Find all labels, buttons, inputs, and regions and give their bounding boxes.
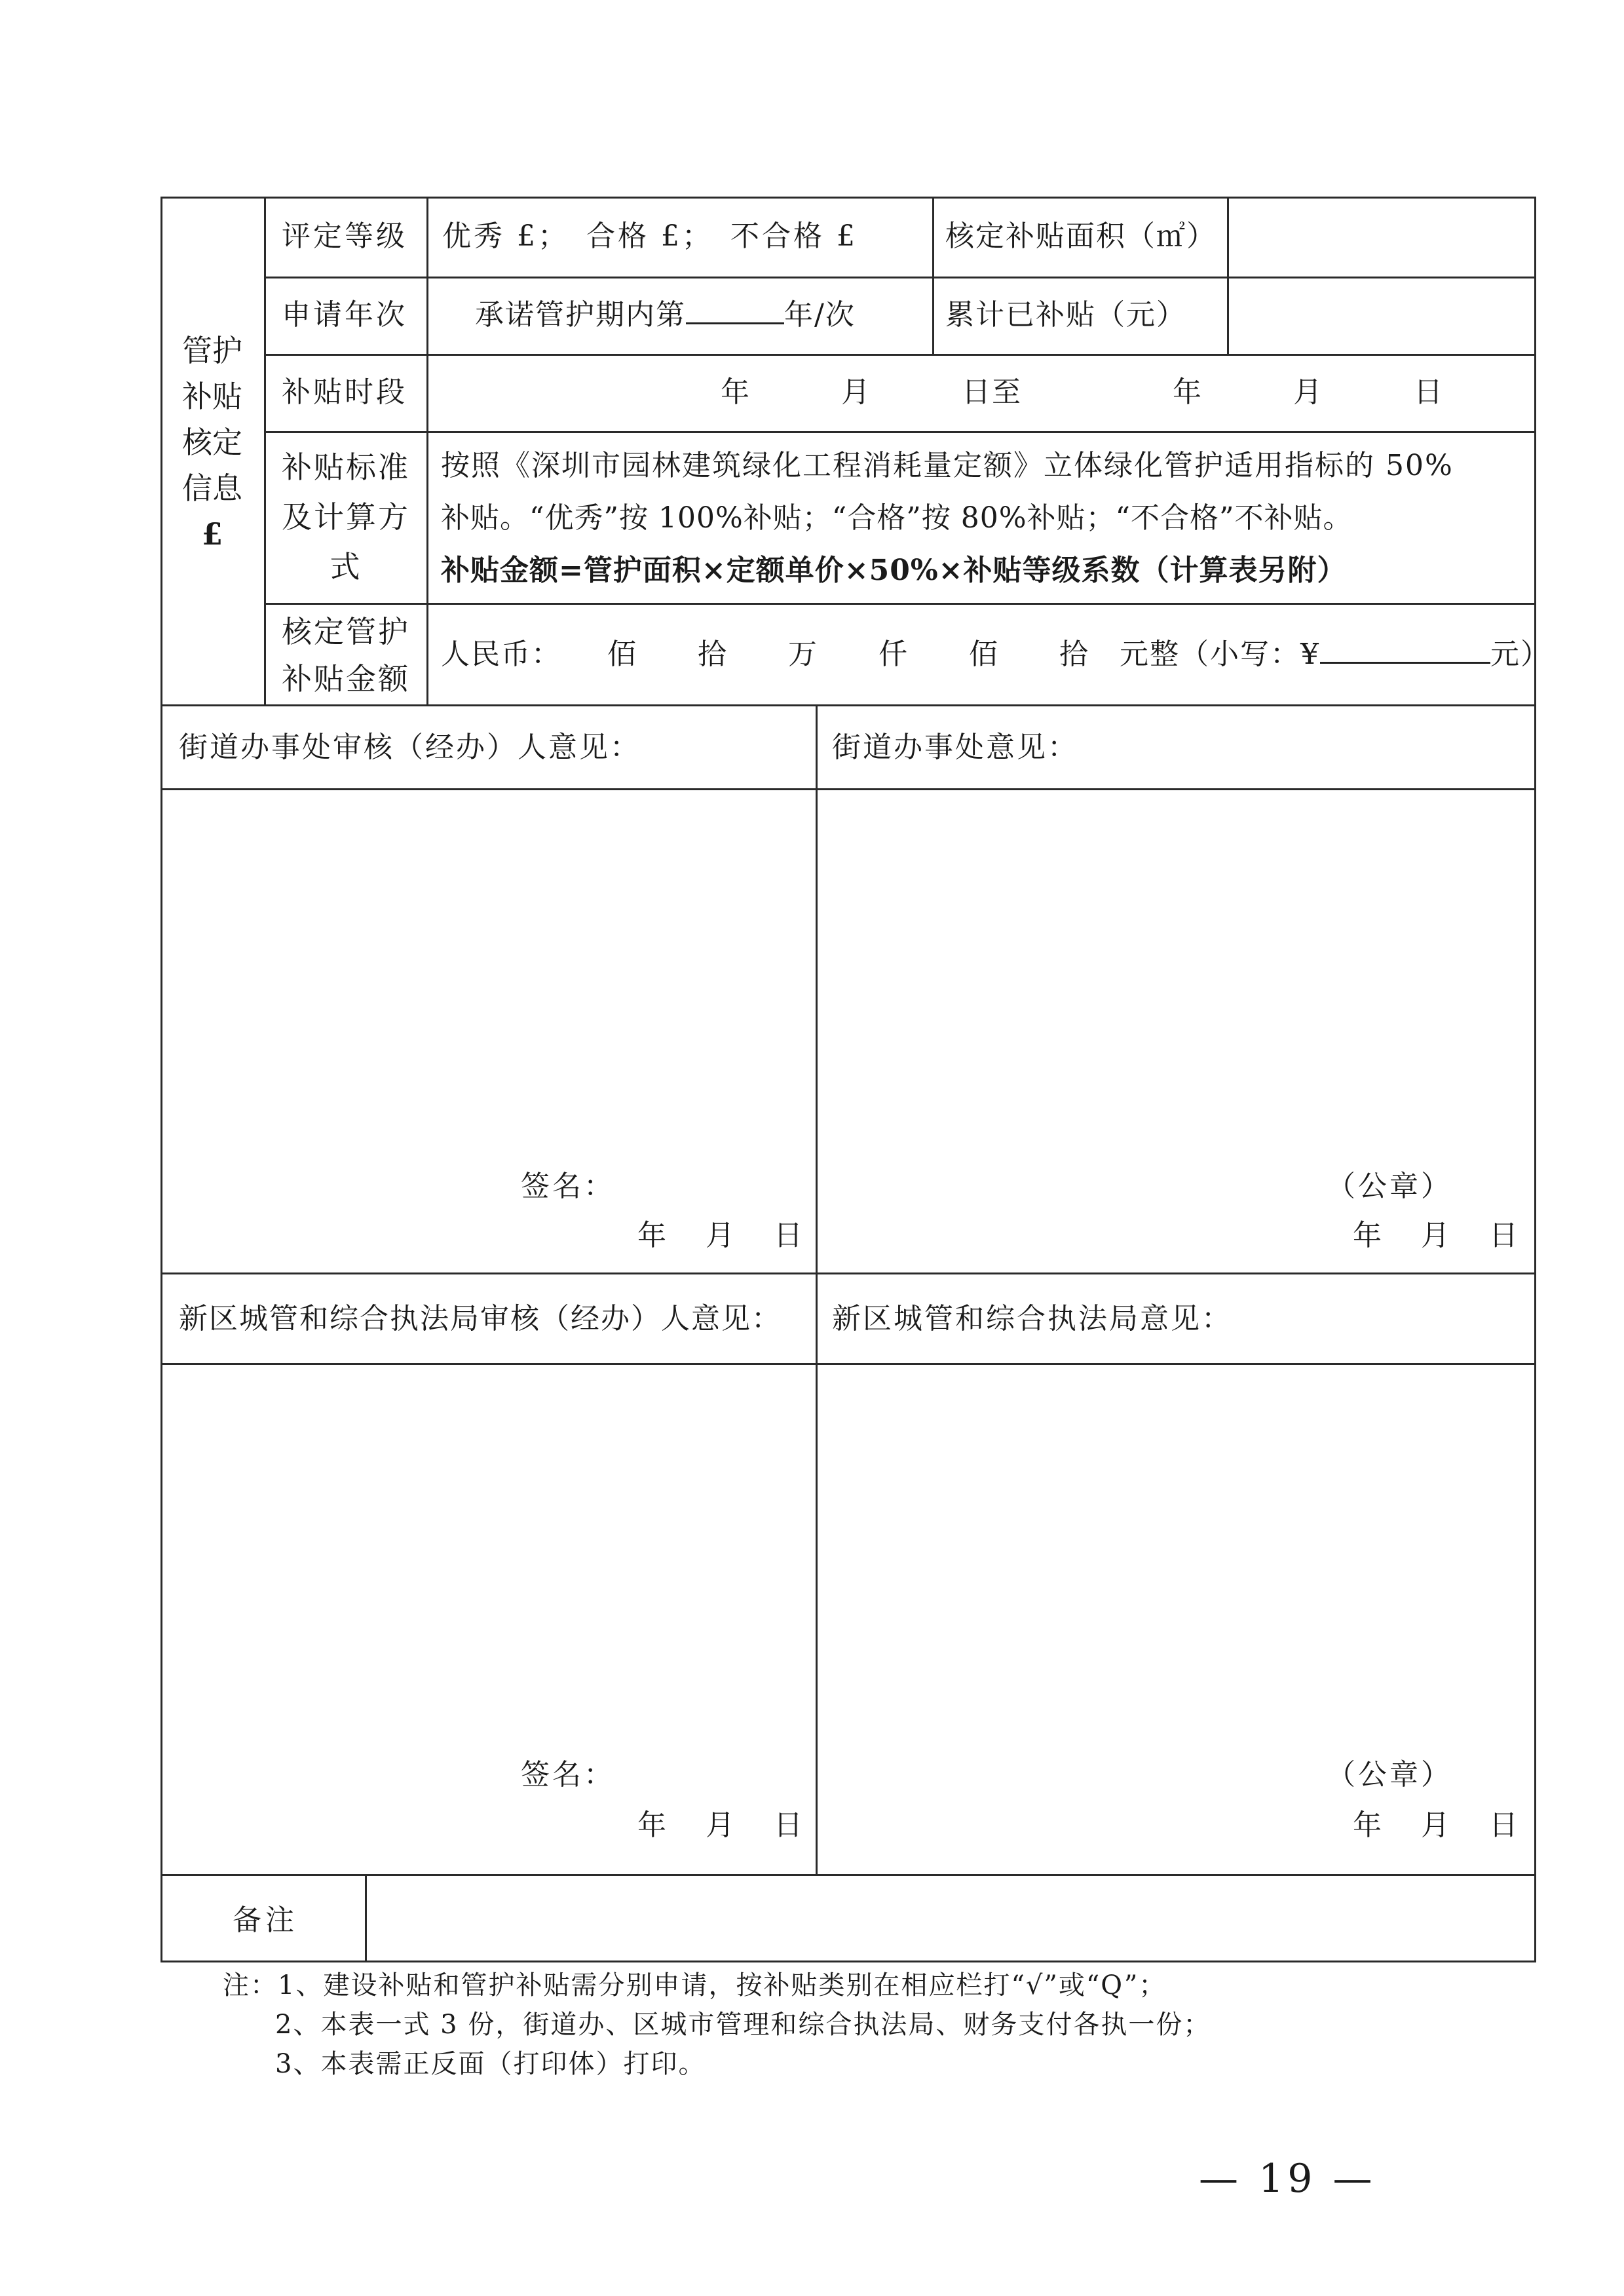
period-text[interactable]: 年 月 日至 年 月 日 (721, 375, 1444, 409)
district-office-opinion-area[interactable] (818, 1365, 1534, 1771)
standard-label (265, 442, 426, 592)
footnote: 2、本表一式 3 份，街道办、区城市管理和综合执法局、财务支付各执一份； (275, 2010, 1211, 2040)
footnote: 3、本表需正反面（打印体）打印。 (275, 2049, 706, 2079)
district-sign-label: 签名： (521, 1758, 615, 1791)
cumulative-value-field[interactable] (1241, 295, 1523, 335)
rule (161, 1961, 1536, 1962)
rating-label: 评定等级 (282, 220, 407, 253)
amount-label-line: 补贴金额 (282, 661, 410, 697)
year-commitment (475, 295, 856, 335)
rule (264, 431, 1536, 433)
rule (1534, 197, 1536, 1962)
cumulative-label: 累计已补贴（元） (945, 298, 1186, 332)
street-office-date: 年 月 日 (1353, 1219, 1523, 1252)
standard-label-line: 及计算方 (282, 499, 410, 535)
rule (161, 1874, 1536, 1876)
amount-words: 人民币： 佰 拾 万 仟 佰 拾 元整（小写：¥ (441, 638, 1320, 671)
amount-yuan: 元） (1490, 638, 1551, 671)
district-reviewer-title: 新区城管和综合执法局审核（经办）人意见： (179, 1302, 782, 1335)
rule (365, 1874, 367, 1962)
amount-label-line: 核定管护 (282, 614, 410, 649)
standard-line-1: 按照《深圳市园林建筑绿化工程消耗量定额》立体绿化管护适用指标的 50% (441, 449, 1454, 482)
district-office-date: 年 月 日 (1353, 1808, 1523, 1842)
page-number: — 19 — (1199, 2156, 1376, 2202)
street-office-title: 街道办事处意见： (832, 731, 1078, 764)
rule (264, 354, 1536, 356)
area-label: 核定补贴面积（㎡） (945, 220, 1217, 253)
amount-rmb (441, 634, 1551, 675)
rule (161, 704, 1536, 706)
district-reviewer-date: 年 月 日 (637, 1808, 808, 1842)
street-reviewer-opinion-area[interactable] (162, 790, 816, 1183)
year-blank[interactable] (686, 296, 784, 324)
rule (932, 197, 934, 354)
footnote: 注：1、建设补贴和管护补贴需分别申请，按补贴类别在相应栏打“√”或“Q”； (223, 1970, 1167, 2000)
rule (264, 603, 1536, 605)
street-reviewer-date: 年 月 日 (637, 1219, 808, 1252)
area-value-field[interactable] (1241, 216, 1523, 257)
rating-options[interactable]: 优秀 £； 合格 £； 不合格 £ (442, 220, 858, 253)
district-seal: （公章） (1327, 1758, 1452, 1791)
remarks-field[interactable] (383, 1900, 1523, 1941)
rule (1227, 197, 1229, 354)
rule (161, 197, 1536, 199)
street-seal: （公章） (1327, 1170, 1452, 1203)
section-header-line: 信息 (182, 470, 242, 506)
street-reviewer-title: 街道办事处审核（经办）人意见： (179, 731, 641, 764)
section-header-line: 管护 (182, 333, 242, 368)
standard-label-line: 式 (330, 549, 362, 584)
rule (426, 197, 428, 704)
remarks-label: 备注 (233, 1904, 298, 1937)
standard-formula: 补贴金额=管护面积×定额单价×50%×补贴等级系数（计算表另附） (441, 554, 1347, 587)
rule (161, 1272, 1536, 1274)
year-prefix: 承诺管护期内第 (475, 298, 686, 332)
district-reviewer-opinion-area[interactable] (162, 1365, 816, 1771)
standard-label-line: 补贴标准 (282, 450, 410, 485)
amount-figure-blank[interactable] (1320, 636, 1490, 664)
section-header-line: £ (201, 516, 223, 552)
standard-line-2: 补贴。“优秀”按 100%补贴；“合格”按 80%补贴；“不合格”不补贴。 (441, 501, 1353, 535)
year-suffix: 年/次 (784, 298, 856, 332)
street-office-opinion-area[interactable] (818, 790, 1534, 1183)
section-header (161, 328, 264, 557)
amount-label (265, 608, 426, 702)
district-office-title: 新区城管和综合执法局意见： (832, 1302, 1232, 1335)
rule (264, 277, 1536, 278)
section-header-line: 核定 (182, 425, 242, 460)
section-header-line: 补贴 (182, 379, 242, 414)
period-label: 补贴时段 (282, 375, 407, 409)
footnotes (223, 1966, 1211, 2084)
year-label: 申请年次 (282, 298, 407, 332)
street-sign-label: 签名： (521, 1170, 615, 1203)
subsidy-form (161, 197, 1551, 1962)
